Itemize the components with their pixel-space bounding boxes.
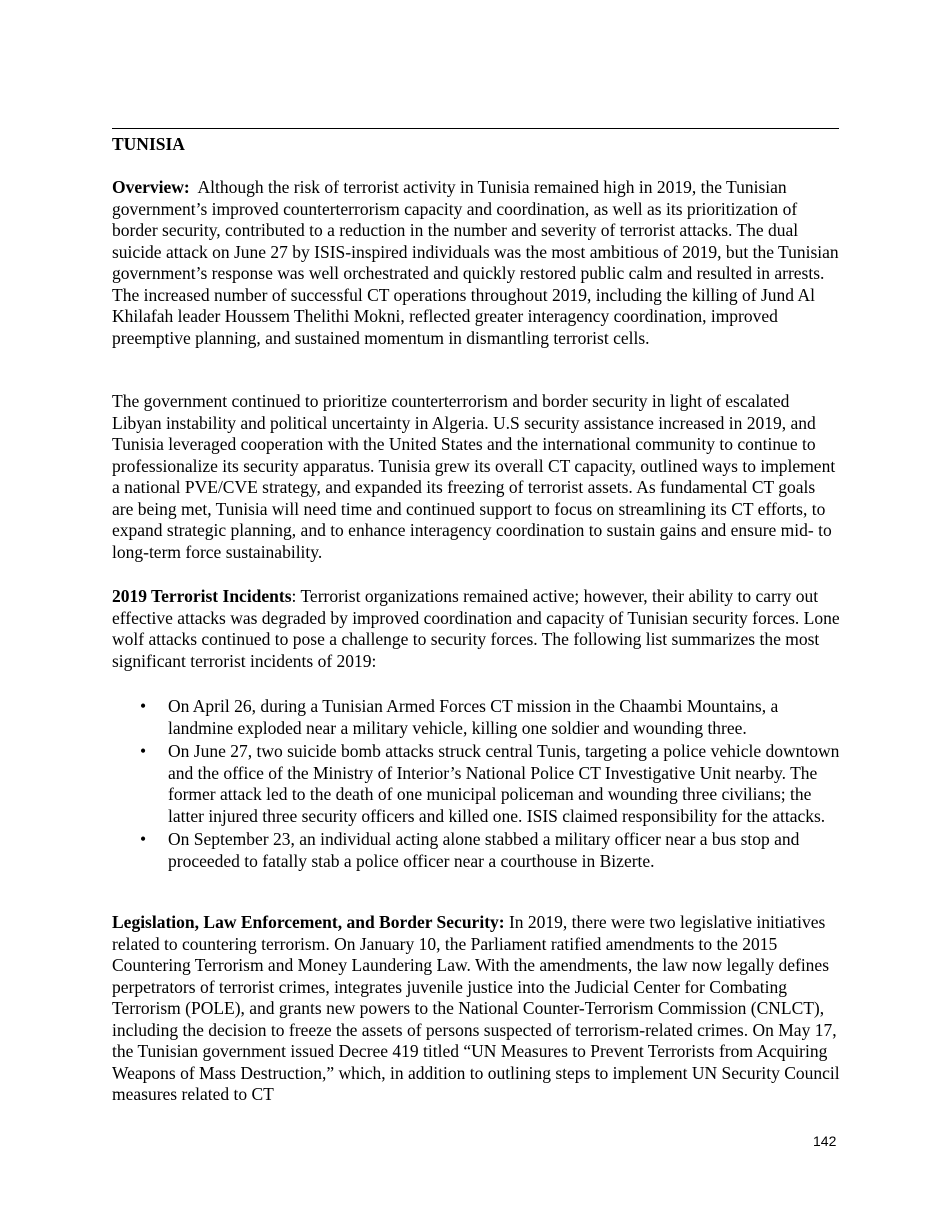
header-rule — [112, 128, 839, 129]
government-paragraph: The government continued to prioritize counterterrorism and border security in light of escalated Libyan instability and political uncertainty in Algeria. U.S security assistance increased in 2019, and Tunisia leveraged cooperation with the United States and the international community to continue to professionalize its security apparatus. Tunisia grew its overall CT capacity, outlined ways to implement a national PVE/CVE strategy, and expanded its freezing of terrorist assets. As fundamental CT goals are being met, Tunisia will need time and continued support to focus on streamlining its CT efforts, to expand strategic planning, and to enhance interagency coordination to sustain gains and ensure mid- to long-term force sustainability. — [112, 391, 836, 562]
overview-paragraph — [112, 177, 840, 349]
list-item: • On April 26, during a Tunisian Armed Forces CT mission in the Chaambi Mountains, a landmine exploded near a military vehicle, killing one soldier and wounding three. — [112, 696, 840, 739]
legislation-text: In 2019, there were two legislative initiatives related to countering terrorism. On January 10, the Parliament ratified amendments to the 2015 Countering Terrorism and Money Laundering Law. With the amendments, the law now legally defines perpetrators of terrorist crimes, integrates juvenile justice into the Judicial Center for Combating Terrorism (POLE), and grants new powers to the National Counter-Terrorism Commission (CNLCT), including the decision to freeze the assets of persons suspected of terrorism-related crimes. On May 17, the Tunisian government issued Decree 419 titled “UN Measures to Prevent Terrorists from Acquiring Weapons of Mass Destruction,” which, in addition to outlining steps to implement UN Security Council measures related to CT — [112, 912, 840, 1104]
section-title: TUNISIA — [112, 134, 185, 154]
incidents-label: 2019 Terrorist Incidents — [112, 586, 292, 606]
incidents-paragraph — [112, 586, 840, 672]
legislation-paragraph — [112, 912, 840, 1106]
page-number: 142 — [813, 1133, 837, 1149]
overview-text: Although the risk of terrorist activity in Tunisia remained high in 2019, the Tunisian government’s improved counterterrorism capacity and coordination, as well as its prioritization of border security, contributed to a reduction in the number and severity of terrorist attacks. The dual suicide attack on June 27 by ISIS-inspired individuals was the most ambitious of 2019, but the Tunisian government’s response was well orchestrated and quickly restored public calm and resulted in arrests. The increased number of successful CT operations throughout 2019, including the killing of Jund Al Khilafah leader Houssem Thelithi Mokni, reflected greater interagency coordination, improved preemptive planning, and sustained momentum in dismantling terrorist cells. — [112, 177, 839, 348]
list-item: • On June 27, two suicide bomb attacks struck central Tunis, targeting a police vehicle downtown and the office of the Ministry of Interior’s National Police CT Investigative Unit nearby. The former attack led to the death of one municipal policeman and wounding three civilians; the latter injured three security officers and killed one. ISIS claimed responsibility for the attacks. — [112, 741, 840, 827]
list-item: • On September 23, an individual acting alone stabbed a military officer near a bus stop and proceeded to fatally stab a police officer near a courthouse in Bizerte. — [112, 829, 840, 872]
incidents-text: : Terrorist organizations remained active; however, their ability to carry out effective attacks was degraded by improved coordination and capacity of Tunisian security forces. Lone wolf attacks continued to pose a challenge to security forces. The following list summarizes the most significant terrorist incidents of 2019: — [112, 586, 840, 671]
overview-label: Overview: — [112, 177, 190, 197]
legislation-label: Legislation, Law Enforcement, and Border Security: — [112, 912, 505, 932]
incidents-list — [112, 696, 840, 874]
